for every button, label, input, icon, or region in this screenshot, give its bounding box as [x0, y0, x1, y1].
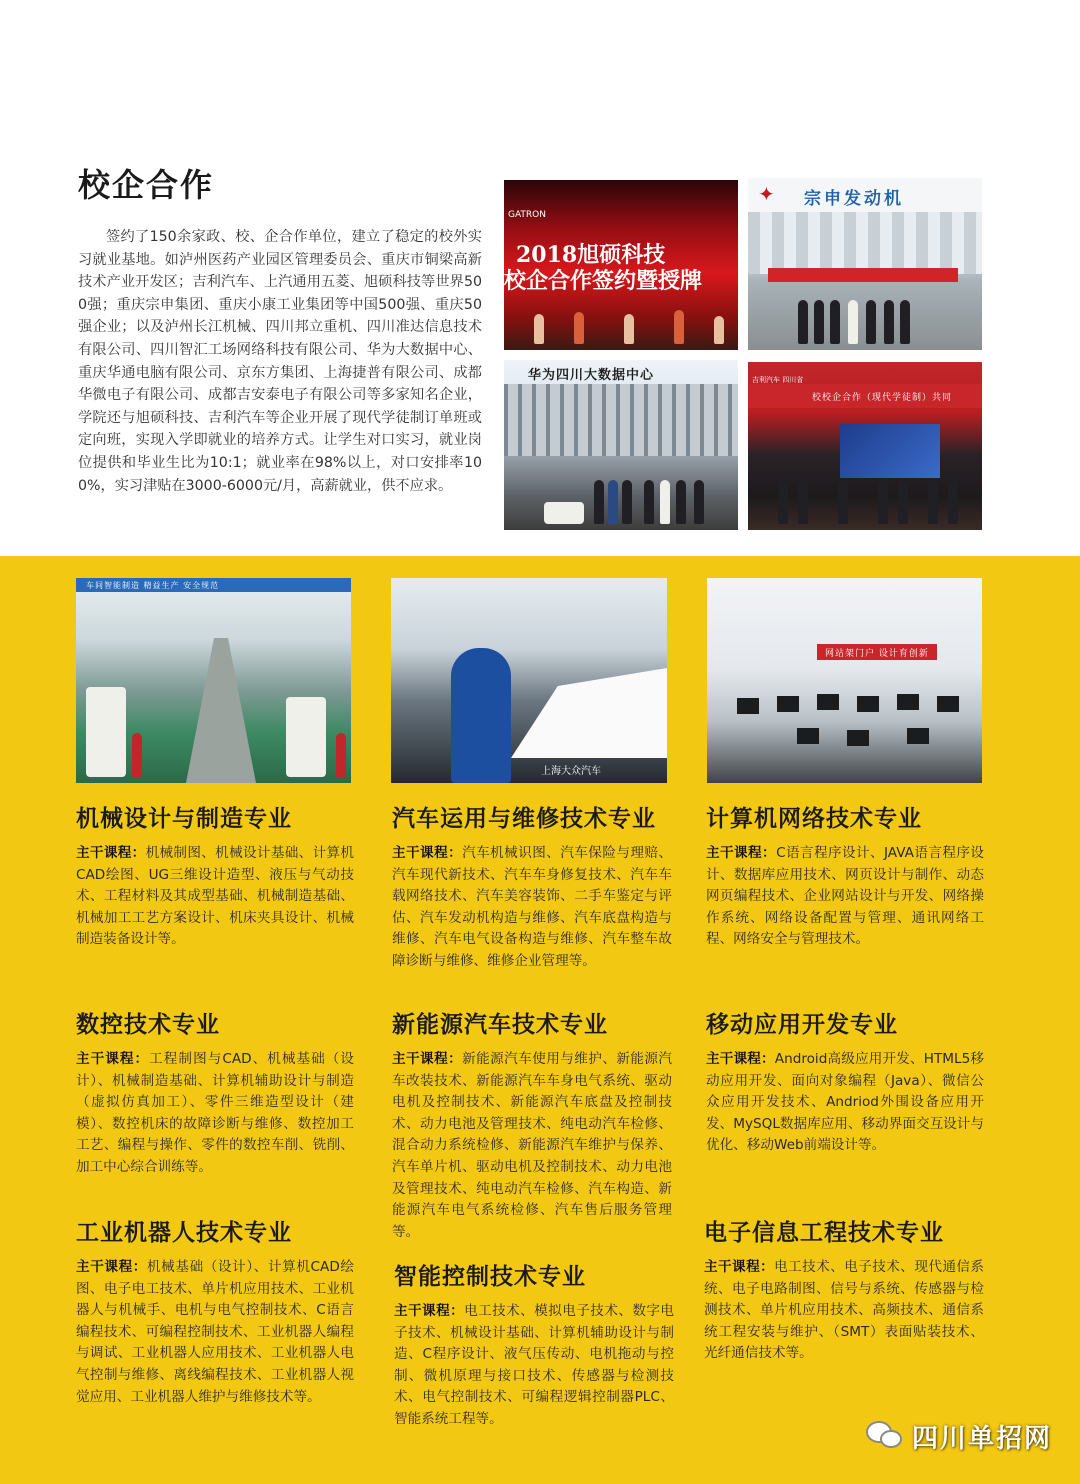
photo-banner-line2: 校企合作签约暨授牌 — [504, 268, 703, 294]
major-electronic-info — [704, 1214, 984, 1365]
major-title: 机械设计与制造专业 — [76, 806, 292, 832]
major-mechanical-design — [76, 800, 354, 951]
major-computer-network — [706, 800, 984, 951]
signing-ceremony-photo — [504, 180, 738, 350]
computer-lab-photo — [707, 578, 982, 783]
courses-label: 主干课程： — [76, 1051, 150, 1067]
courses-label: 主干课程： — [392, 845, 463, 861]
major-mobile-app-dev — [706, 1006, 984, 1157]
major-title: 工业机器人技术专业 — [76, 1220, 292, 1246]
courses-text: 机械制图、机械设计基础、计算机CAD绘图、UG三维设计造型、液压与气动技术、工程材料及其成型基础、机械制造基础、机械加工工艺方案设计、机床夹具设计、机械制造装备设计等。 — [76, 845, 355, 948]
major-title: 电子信息工程技术专业 — [704, 1220, 944, 1246]
photo-banner-line1: 2018旭硕科技 — [516, 242, 666, 268]
photo-building — [748, 212, 982, 274]
photo-side-text: 吉利汽车 四川省 — [752, 376, 804, 384]
machining-workshop-photo — [76, 578, 351, 783]
major-title: 计算机网络技术专业 — [706, 806, 922, 832]
major-cnc-technology — [76, 1006, 354, 1179]
major-title: 数控技术专业 — [76, 1012, 220, 1038]
major-courses — [76, 1049, 354, 1179]
photo-band-text: 网站架门户 设计育创新 — [825, 649, 929, 659]
major-courses — [706, 1049, 984, 1157]
major-title: 移动应用开发专业 — [706, 1012, 898, 1038]
courses-text: 机械基础（设计）、计算机CAD绘图、电子电工技术、单片机应用技术、工业机器人与机械手、电机与电气控制技术、C语言编程技术、可编程控制技术、工业机器人编程与调试、工业机器人应用技术、工业机器人电气控制与维修、离线编程技术、工业机器人视觉应用、工业机器人维护与维修技术等。 — [76, 1259, 354, 1405]
cooperation-intro: 签约了150余家政、校、企合作单位，建立了稳定的校外实习就业基地。如泸州医药产业园区管理委员会、重庆市铜梁高新技术产业开发区；吉利汽车、上汽通用五菱、旭硕科技等世界500强；重庆宗申集团、重庆小康工业集团等中国500强、重庆50强企业；以及泸州长江机械、四川邦立重机、四川准达信息技术有限公司、四川智汇工场网络科技有限公司、华为大数据中心、重庆华通电脑有限公司、京东方集团、上海捷普有限公司、成都华微电子有限公司、成都吉安泰电子有限公司等多家知名企业，学院还与旭硕科技、吉利汽车等企业开展了现代学徒制订单班或定向班，实现入学即就业的培养方式。让学生对口实习，就业岗位提供和毕业生比为10:1；就业率在98%以上，对口安排率100%，实习津贴在3000-6000元/月，高薪就业，供不应求。 — [78, 229, 482, 494]
major-courses — [392, 843, 672, 973]
major-industrial-robot — [76, 1214, 354, 1408]
photo-sign-gatron: GATRON — [508, 210, 546, 220]
courses-text: 工程制图与CAD、机械基础（设计）、机械制造基础、计算机辅助设计与制造（虚拟仿真加工）、零件三维造型设计（建模）、数控机床的故障诊断与维修、数控加工工艺、编程与操作、零件的数控车削、铣削、加工中心综合训练等。 — [76, 1051, 355, 1175]
major-automotive-repair — [392, 800, 672, 973]
major-courses — [76, 843, 354, 951]
courses-text: 电工技术、模拟电子技术、数字电子技术、机械设计基础、计算机辅助设计与制造、C程序设计、液气压传动、电机拖动与控制、微机原理与接口技术、传感器与检测技术、电气控制技术、可编程逻辑控制器PLC、智能系统工程等。 — [394, 1303, 675, 1427]
major-courses — [394, 1301, 674, 1431]
zongshen-logo-icon: ✦ — [758, 182, 775, 206]
courses-label: 主干课程： — [394, 1303, 465, 1319]
photo-car-label: 上海大众汽车 — [541, 766, 601, 777]
major-courses — [704, 1257, 984, 1365]
photo-sign-zongshen: 宗申发动机 — [804, 189, 904, 209]
courses-text: 新能源汽车使用与维护、新能源汽车改装技术、新能源汽车车身电气系统、驱动电机及控制技术、新能源汽车底盘及控制技术、动力电池及管理技术、纯电动汽车检修、混合动力系统检修、新能源汽车维护与保养、汽车单片机、驱动电机及控制技术、动力电池及管理技术、纯电动汽车检修、汽车构造、新能源汽车电气系统检修、汽车售后服务管理等。 — [392, 1051, 673, 1240]
courses-label: 主干课程： — [76, 845, 146, 861]
photo-sign-huawei: 华为四川大数据中心 — [528, 368, 655, 383]
courses-label: 主干课程： — [76, 1259, 147, 1275]
auto-repair-photo — [391, 578, 667, 783]
cooperation-title: 校企合作 — [78, 166, 215, 204]
major-courses — [392, 1049, 672, 1243]
wechat-icon — [866, 1421, 904, 1451]
apprenticeship-meeting-photo — [748, 362, 982, 530]
huawei-datacenter-photo — [504, 360, 738, 530]
major-courses — [706, 843, 984, 951]
photo-walkway — [186, 638, 256, 783]
watermark — [866, 1416, 1052, 1456]
courses-text: C语言程序设计、JAVA语言程序设计、数据库应用技术、网页设计与制作、动态网页编程技术、企业网站设计与开发、网络操作系统、网络设备配置与管理、通讯网络工程、网络安全与管理技术。 — [706, 845, 985, 948]
cooperation-section — [0, 0, 1080, 556]
courses-label: 主干课程： — [706, 845, 777, 861]
photo-car-hood — [511, 668, 667, 758]
photo-banner-text: 车间智能制造 精益生产 安全规范 — [86, 581, 220, 590]
courses-label: 主干课程： — [706, 1051, 775, 1067]
major-title: 汽车运用与维修技术专业 — [392, 806, 656, 832]
major-title: 智能控制技术专业 — [394, 1264, 586, 1290]
courses-text: 电工技术、电子技术、现代通信系统、电子电路制图、信号与系统、传感器与检测技术、单片机应用技术、高频技术、通信系统工程安装与维护、（SMT）表面贴装技术、光纤通信技术等。 — [704, 1259, 985, 1362]
courses-text: Android高级应用开发、HTML5移动应用开发、面向对象编程（Java）、微信公众应用开发技术、Andriod外围设备应用开发、MySQL数据库应用、移动界面交互设计与优化、移动Web前端设计等。 — [706, 1051, 984, 1154]
watermark-text: 四川单招网 — [912, 1423, 1053, 1454]
photo-technician — [451, 648, 511, 783]
photo-band-text: 校校企合作（现代学徒制）共同 — [812, 393, 953, 403]
major-courses — [76, 1257, 354, 1408]
projector-screen — [840, 424, 940, 478]
photo-building — [504, 384, 738, 456]
photo-red-banner — [768, 268, 958, 282]
courses-label: 主干课程： — [392, 1051, 463, 1067]
zongshen-visit-photo — [748, 178, 982, 350]
major-intelligent-control — [394, 1258, 674, 1431]
major-title: 新能源汽车技术专业 — [392, 1012, 608, 1038]
courses-text: 汽车机械识图、汽车保险与理赔、汽车现代新技术、汽车车身修复技术、汽车车载网络技术、汽车美容装饰、二手车鉴定与评估、汽车发动机构造与维修、汽车底盘构造与维修、汽车电气设备构造与维修、汽车整车故障诊断与维修、维修企业管理等。 — [392, 845, 673, 969]
courses-label: 主干课程： — [704, 1259, 775, 1275]
major-new-energy-vehicle — [392, 1006, 672, 1243]
